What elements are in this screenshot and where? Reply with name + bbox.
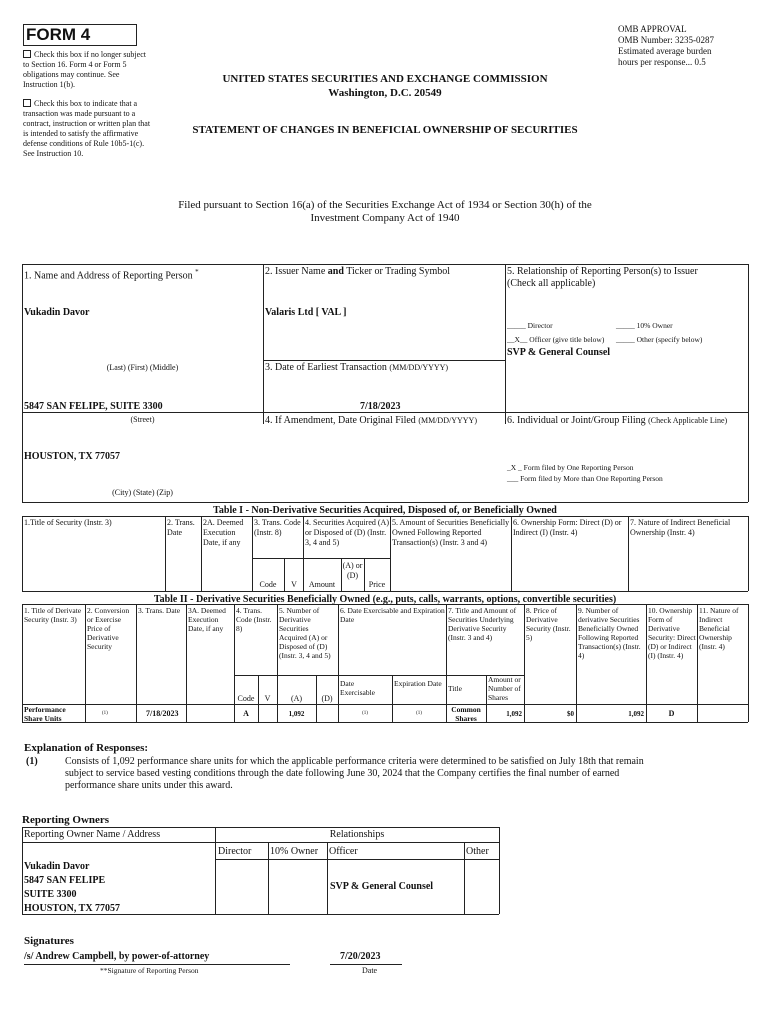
- explanation-heading: Explanation of Responses:: [24, 742, 149, 754]
- box4-label: 4. If Amendment, Date Original Filed (MM/DD/YYYY): [265, 415, 477, 426]
- t2-row-exercisable: (1): [362, 711, 368, 716]
- owners-col-ten: 10% Owner: [270, 846, 319, 857]
- t2-row-security: Performance Share Units: [24, 705, 66, 723]
- checkbox-10b5-label: Check this box to indicate that a transaction was made pursuant to a contract, instruction or written plan that is intended to satisfy the affirmative defense conditions of Rule 10b5-1(c). See Instruction 10.: [23, 99, 151, 158]
- t2-row-expiration: (1): [416, 711, 422, 716]
- t2-row-conversion: (1): [102, 711, 108, 716]
- t2-col-exercisable: 6. Date Exercisable and Expiration Date: [340, 606, 445, 624]
- table1-title: Table I - Non-Derivative Securities Acquired, Disposed of, or Beneficially Owned: [213, 505, 557, 516]
- signature-name: /s/ Andrew Campbell, by power-of-attorney: [24, 951, 210, 962]
- t2-col-conversion: 2. Conversion or Exercise Price of Derivative Security: [87, 606, 130, 651]
- director-option[interactable]: _____ Director: [507, 321, 553, 330]
- t2-sub-a: (A): [290, 694, 303, 703]
- filed-line2: Investment Company Act of 1940: [310, 212, 460, 224]
- t2-sub-expiration: Expiration Date: [394, 679, 442, 688]
- filing-option-one[interactable]: _X _ Form filed by One Reporting Person: [507, 463, 634, 472]
- owners-heading: Reporting Owners: [22, 814, 110, 826]
- t1-col-date: 2. Trans. Date: [167, 518, 195, 537]
- checkbox-icon[interactable]: [23, 50, 31, 58]
- t2-col-title: 1. Title of Derivate Security (Instr. 3): [24, 606, 82, 624]
- t2-sub-title: Title: [448, 684, 462, 693]
- checkbox-icon[interactable]: [23, 99, 31, 107]
- t2-col-underlying: 7. Title and Amount of Securities Underlying Derivative Security (Instr. 3 and 4): [448, 606, 517, 642]
- t2-col-nature: 11. Nature of Indirect Beneficial Ownership (Instr. 4): [699, 606, 739, 651]
- t2-row-owned: 1,092: [628, 710, 644, 718]
- t2-col-code: 4. Trans. Code (Instr. 8): [236, 606, 272, 633]
- agency-city: Washington, D.C. 20549: [328, 87, 442, 99]
- reporting-person-name: Vukadin Davor: [24, 307, 90, 318]
- t1-sub-v: V: [291, 580, 297, 589]
- officer-title: SVP & General Counsel: [507, 347, 611, 358]
- footnote-number: (1): [26, 756, 38, 767]
- t1-col-deemed: 2A. Deemed Execution Date, if any: [203, 518, 244, 547]
- checkbox-section16-label: Check this box if no longer subject to Section 16. Form 4 or Form 5 obligations may continue. See Instruction 1(b).: [23, 50, 146, 89]
- owners-col-officer: Officer: [329, 846, 358, 857]
- t1-col-acquired: 4. Securities Acquired (A) or Disposed of (D) (Instr. 3, 4 and 5): [305, 518, 389, 547]
- t1-col-amount: 5. Amount of Securities Beneficially Owned Following Reported Transaction(s) (Instr. 3 and 4): [392, 518, 510, 547]
- checkbox-10b5[interactable]: [23, 99, 153, 159]
- t2-col-number: 5. Number of Derivative Securities Acquired (A) or Disposed of (D) (Instr. 3, 4 and 5): [279, 606, 331, 660]
- signature-sublabel: **Signature of Reporting Person: [100, 966, 199, 975]
- t2-col-price: 8. Price of Derivative Security (Instr. 5): [526, 606, 571, 642]
- t2-col-owned: 9. Number of derivative Securities Beneficially Owned Following Reported Transaction(s) (Instr. 4): [578, 606, 641, 660]
- owners-col-name: Reporting Owner Name / Address: [24, 829, 161, 840]
- box1-label: 1. Name and Address of Reporting Person *: [24, 268, 199, 282]
- table2-title: Table II - Derivative Securities Beneficially Owned (e.g., puts, calls, warrants, options, convertible securities): [153, 594, 617, 605]
- omb-approval: OMB APPROVAL OMB Number: 3235-0287 Estimated average burden hours per response... 0.5: [618, 24, 714, 67]
- statement-title: STATEMENT OF CHANGES IN BENEFICIAL OWNERSHIP OF SECURITIES: [192, 124, 578, 136]
- t1-sub-amount: Amount: [308, 580, 336, 589]
- t2-row-price: $0: [567, 710, 574, 718]
- t1-col-ownership: 6. Ownership Form: Direct (D) or Indirect (I) (Instr. 4): [513, 518, 622, 537]
- box2-label: 2. Issuer Name and Ticker or Trading Symbol: [265, 266, 451, 277]
- officer-option[interactable]: __X__ Officer (give title below): [507, 335, 605, 344]
- t1-sub-price: Price: [368, 580, 386, 589]
- t2-row-amount: 1,092: [506, 710, 522, 718]
- box3-label: 3. Date of Earliest Transaction (MM/DD/YYYY): [265, 362, 449, 373]
- earliest-transaction-date: 7/18/2023: [360, 401, 401, 412]
- t1-col-nature: 7. Nature of Indirect Beneficial Ownership (Instr. 4): [630, 518, 731, 537]
- owner-address: Vukadin Davor 5847 SAN FELIPE SUITE 3300 HOUSTON, TX 77057: [24, 861, 121, 914]
- other-option[interactable]: _____ Other (specify below): [616, 335, 703, 344]
- t2-sub-v: V: [264, 694, 271, 703]
- issuer-name: Valaris Ltd [ VAL ]: [265, 307, 347, 318]
- t2-row-number: 1,092: [288, 710, 305, 718]
- owners-col-relationships: Relationships: [329, 829, 385, 840]
- agency-name: UNITED STATES SECURITIES AND EXCHANGE COMMISSION: [222, 73, 548, 85]
- t2-sub-date-exercisable: Date Exercisable: [340, 679, 375, 697]
- form-title: FORM 4: [23, 24, 137, 46]
- date-sublabel: Date: [362, 966, 378, 975]
- owners-col-director: Director: [218, 846, 252, 857]
- t1-sub-ad: (A) or (D): [342, 561, 363, 580]
- t2-col-deemed: 3A. Deemed Execution Date, if any: [188, 606, 226, 633]
- t2-col-form: 10. Ownership Form of Derivative Security: Direct (D) or Indirect (I) (Instr. 4): [648, 606, 696, 660]
- t2-sub-d: (D): [321, 694, 333, 703]
- t1-sub-code: Code: [259, 580, 277, 589]
- filed-line1: Filed pursuant to Section 16(a) of the Securities Exchange Act of 1934 or Section 30(h) of the: [178, 199, 592, 211]
- t2-row-date: 7/18/2023: [146, 709, 179, 718]
- t2-row-title: Common Shares: [451, 705, 481, 723]
- t2-sub-amount: Amount or Number of Shares: [488, 675, 521, 702]
- t2-sub-code: Code: [237, 694, 255, 703]
- name-sublabel: (Last) (First) (Middle): [106, 363, 179, 372]
- checkbox-section16[interactable]: [23, 50, 153, 90]
- box5-label: 5. Relationship of Reporting Person(s) to Issuer (Check all applicable): [507, 266, 698, 289]
- signature-date: 7/20/2023: [340, 951, 381, 962]
- street-sublabel: (Street): [130, 415, 155, 424]
- reporting-city: HOUSTON, TX 77057: [24, 451, 121, 462]
- city-sublabel: (City) (State) (Zip): [112, 488, 173, 497]
- owners-col-other: Other: [466, 846, 489, 857]
- signatures-heading: Signatures: [24, 935, 74, 947]
- ten-percent-option[interactable]: _____ 10% Owner: [616, 321, 673, 330]
- box6-label: 6. Individual or Joint/Group Filing (Check Applicable Line): [507, 415, 728, 426]
- reporting-street: 5847 SAN FELIPE, SUITE 3300: [24, 401, 163, 412]
- t1-col-code: 3. Trans. Code (Instr. 8): [254, 518, 301, 537]
- filing-option-multiple[interactable]: ___ Form filed by More than One Reporting Person: [507, 474, 663, 483]
- t2-col-date: 3. Trans. Date: [138, 606, 181, 615]
- footnote-text: Consists of 1,092 performance share units for which the applicable performance criteria were determined to be satisfied on July 18th that remain subject to service based vesting conditions through the date following June 30, 2024 that the Company certifies the final number of earned performance share units under this award.: [65, 756, 644, 791]
- t1-col-title: 1.Title of Security (Instr. 3): [24, 518, 112, 527]
- owner-officer-title: SVP & General Counsel: [330, 881, 434, 892]
- t2-row-code: A: [243, 709, 249, 718]
- t2-row-form: D: [668, 709, 675, 718]
